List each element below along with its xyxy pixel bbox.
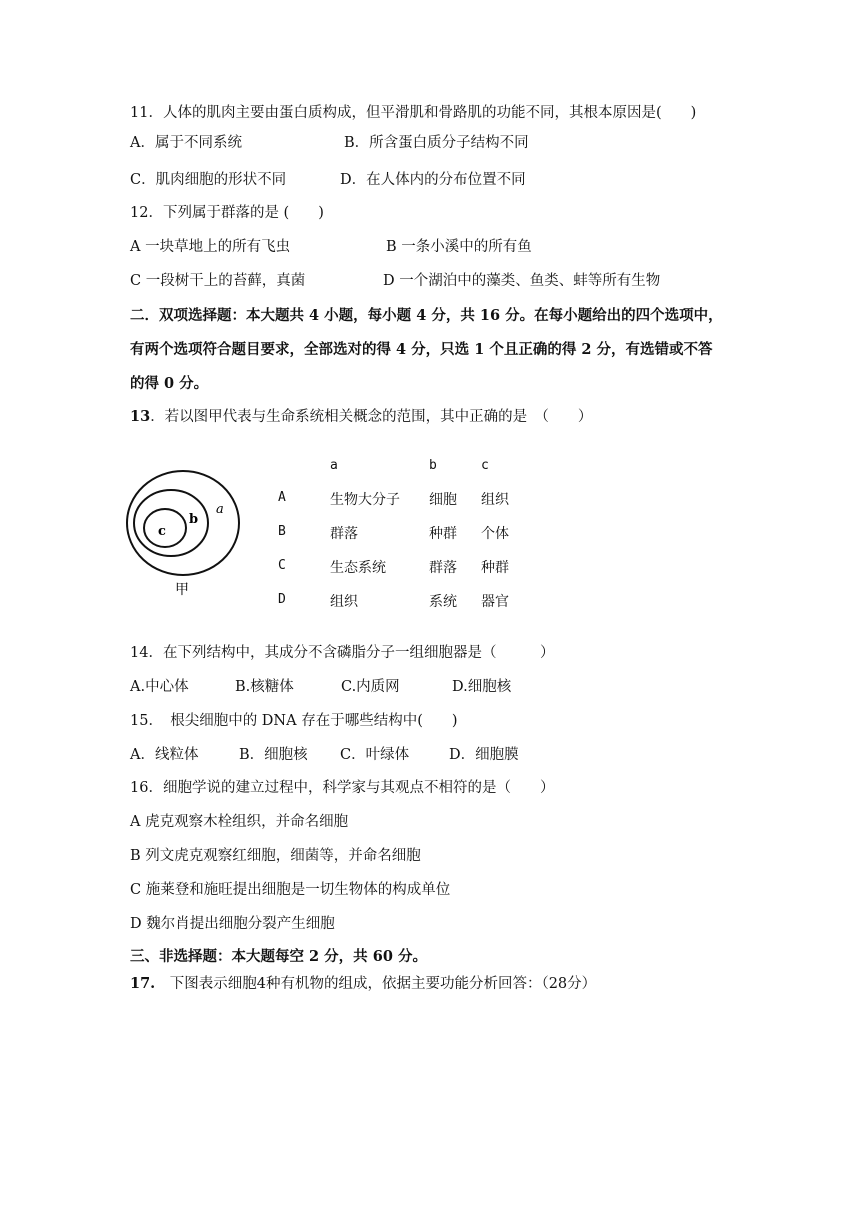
nested-circles-diagram bbox=[125, 468, 265, 600]
table-row-letter-b: B bbox=[278, 524, 286, 539]
table-cell-c-b: 群落 bbox=[429, 560, 457, 576]
question-13-number: 13 bbox=[130, 408, 151, 425]
table-cell-a-a: 生物大分子 bbox=[330, 492, 400, 508]
question-14-option-d: D.细胞核 bbox=[452, 679, 512, 695]
table-cell-d-b: 系统 bbox=[429, 594, 457, 610]
table-header-c: c bbox=[481, 458, 489, 473]
table-cell-c-a: 生态系统 bbox=[330, 560, 386, 576]
question-16-option-b: B 列文虎克观察红细胞，细菌等，并命名细胞 bbox=[130, 848, 421, 864]
question-12-option-c: C 一段树干上的苔藓，真菌 bbox=[130, 273, 306, 289]
question-15-option-d: D．细胞膜 bbox=[449, 747, 519, 763]
table-cell-a-b: 细胞 bbox=[429, 492, 457, 508]
question-12-option-a: A 一块草地上的所有飞虫 bbox=[130, 239, 291, 255]
question-11-option-d: D．在人体内的分布位置不同 bbox=[340, 172, 526, 188]
table-cell-c-c: 种群 bbox=[481, 560, 509, 576]
question-16-option-c: C 施莱登和施旺提出细胞是一切生物体的构成单位 bbox=[130, 882, 451, 898]
question-17-stem bbox=[130, 974, 596, 994]
question-12-option-b: B 一条小溪中的所有鱼 bbox=[386, 239, 532, 255]
table-header-a: a bbox=[330, 458, 338, 473]
question-11-option-b: B．所含蛋白质分子结构不同 bbox=[344, 135, 529, 151]
question-13-stem bbox=[130, 407, 592, 427]
question-11-option-a: A．属于不同系统 bbox=[130, 135, 242, 151]
section-2-line-2: 有两个选项符合题目要求，全部选对的得 4 分，只选 1 个且正确的得 2 分，有选错或不答 bbox=[130, 341, 713, 358]
section-2-line-3: 的得 0 分。 bbox=[130, 375, 209, 392]
question-14-option-c: C.内质网 bbox=[341, 679, 400, 695]
question-15-stem: 15． 根尖细胞中的 DNA 存在于哪些结构中( ) bbox=[130, 713, 458, 729]
table-row-letter-c: C bbox=[278, 558, 286, 573]
label-b: b bbox=[189, 512, 199, 527]
question-15-option-a: A．线粒体 bbox=[130, 747, 199, 763]
question-11-option-c: C．肌肉细胞的形状不同 bbox=[130, 172, 287, 188]
question-15-option-b: B．细胞核 bbox=[239, 747, 308, 763]
question-13-text: ．若以图甲代表与生命系统相关概念的范围，其中正确的是 （ ） bbox=[150, 409, 593, 425]
question-14-option-b: B.核糖体 bbox=[235, 679, 294, 695]
section-2-line-1: 二．双项选择题：本大题共 4 小题，每小题 4 分，共 16 分。在每小题给出的四个选项中， bbox=[130, 307, 723, 324]
question-17-text: 下图表示细胞4种有机物的组成，依据主要功能分析回答：（28分） bbox=[155, 976, 597, 992]
table-cell-b-c: 个体 bbox=[481, 526, 509, 542]
section-3-title: 三、非选择题：本大题每空 2 分，共 60 分。 bbox=[130, 948, 427, 965]
table-row-letter-d: D bbox=[278, 592, 286, 607]
question-12-stem: 12．下列属于群落的是 ( ) bbox=[130, 205, 324, 221]
question-17-number: 17. bbox=[130, 975, 156, 992]
question-16-option-d: D 魏尔肖提出细胞分裂产生细胞 bbox=[130, 916, 335, 932]
label-a: a bbox=[216, 502, 224, 517]
question-16-stem: 16．细胞学说的建立过程中，科学家与其观点不相符的是（ ） bbox=[130, 780, 555, 796]
table-row-letter-a: A bbox=[278, 490, 286, 505]
table-cell-d-c: 器官 bbox=[481, 594, 509, 610]
question-16-option-a: A 虎克观察木栓组织，并命名细胞 bbox=[130, 814, 349, 830]
label-c: c bbox=[158, 524, 166, 539]
question-11-stem: 11．人体的肌肉主要由蛋白质构成，但平滑肌和骨路肌的功能不同，其根本原因是( ) bbox=[130, 105, 697, 121]
question-15-option-c: C．叶绿体 bbox=[340, 747, 410, 763]
table-header-b: b bbox=[429, 458, 437, 473]
table-cell-d-a: 组织 bbox=[330, 594, 358, 610]
table-cell-b-a: 群落 bbox=[330, 526, 358, 542]
question-12-option-d: D 一个湖泊中的藻类、鱼类、蚌等所有生物 bbox=[383, 273, 661, 289]
question-14-stem: 14．在下列结构中，其成分不含磷脂分子一组细胞器是（ ） bbox=[130, 645, 555, 661]
question-14-option-a: A.中心体 bbox=[130, 679, 189, 695]
table-cell-a-c: 组织 bbox=[481, 492, 509, 508]
figure-caption: 甲 bbox=[175, 582, 189, 598]
table-cell-b-b: 种群 bbox=[429, 526, 457, 542]
